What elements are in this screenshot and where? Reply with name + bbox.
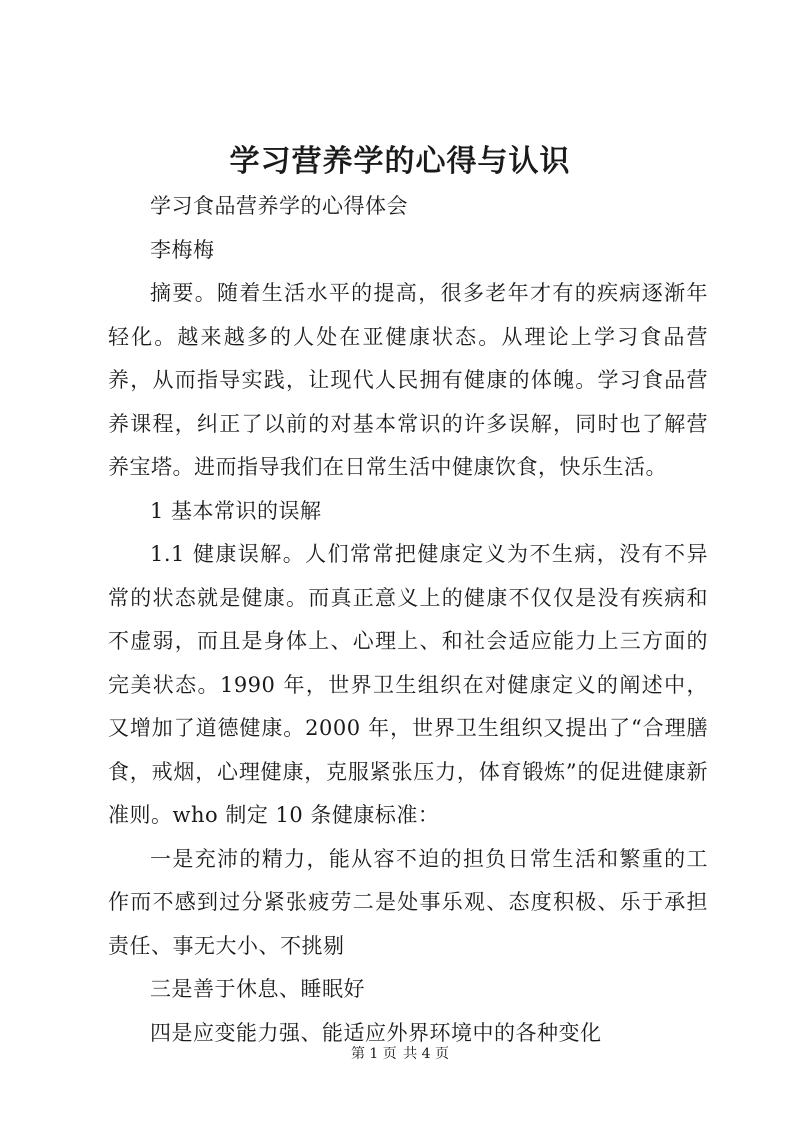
body-paragraph: 三是善于休息、睡眠好 [150, 977, 365, 1001]
body-paragraph: 1.1 健康误解。人们常常把健康定义为不生病，没有不异常的状态就是健康。而真正意义上的健康不仅仅是没有疾病和不虚弱，而且是身体上、心理上、和社会适应能力上三方面的完美状态。1990 年，世界卫生组织在对健康定义的阐述中，又增加了道德健康。2000 年，世界卫生组织又提出了“合理膳食，戒烟，心理健康，克服紧张压力，体育锻炼”的促进健康新准则。who 制定 10 条健康标准： [108, 542, 708, 827]
body-paragraph: 四是应变能力强、能适应外界环境中的各种变化 [150, 1020, 602, 1045]
author-paragraph: 李梅梅 [150, 237, 215, 262]
section-heading: 1 基本常识的误解 [150, 498, 322, 523]
page-number: 第 1 页 [350, 1046, 397, 1062]
document-title: 学习营养学的心得与认识 [229, 144, 571, 179]
subtitle-paragraph: 学习食品营养学的心得体会 [150, 194, 408, 218]
body-paragraph: 一是充沛的精力，能从容不迫的担负日常生活和繁重的工作而不感到过分紧张疲劳二是处事乐观、态度积极、乐于承担责任、事无大小、不挑剔 [108, 846, 708, 958]
page-footer [0, 1044, 800, 1064]
page-total: 共 4 页 [403, 1046, 450, 1062]
document-body [108, 185, 708, 1055]
abstract-paragraph: 摘要。随着生活水平的提高，很多老年才有的疾病逐渐年轻化。越来越多的人处在亚健康状态。从理论上学习食品营养，从而指导实践，让现代人民拥有健康的体魄。学习食品营养课程，纠正了以前的对基本常识的许多误解，同时也了解营养宝塔。进而指导我们在日常生活中健康饮食，快乐生活。 [108, 281, 708, 479]
